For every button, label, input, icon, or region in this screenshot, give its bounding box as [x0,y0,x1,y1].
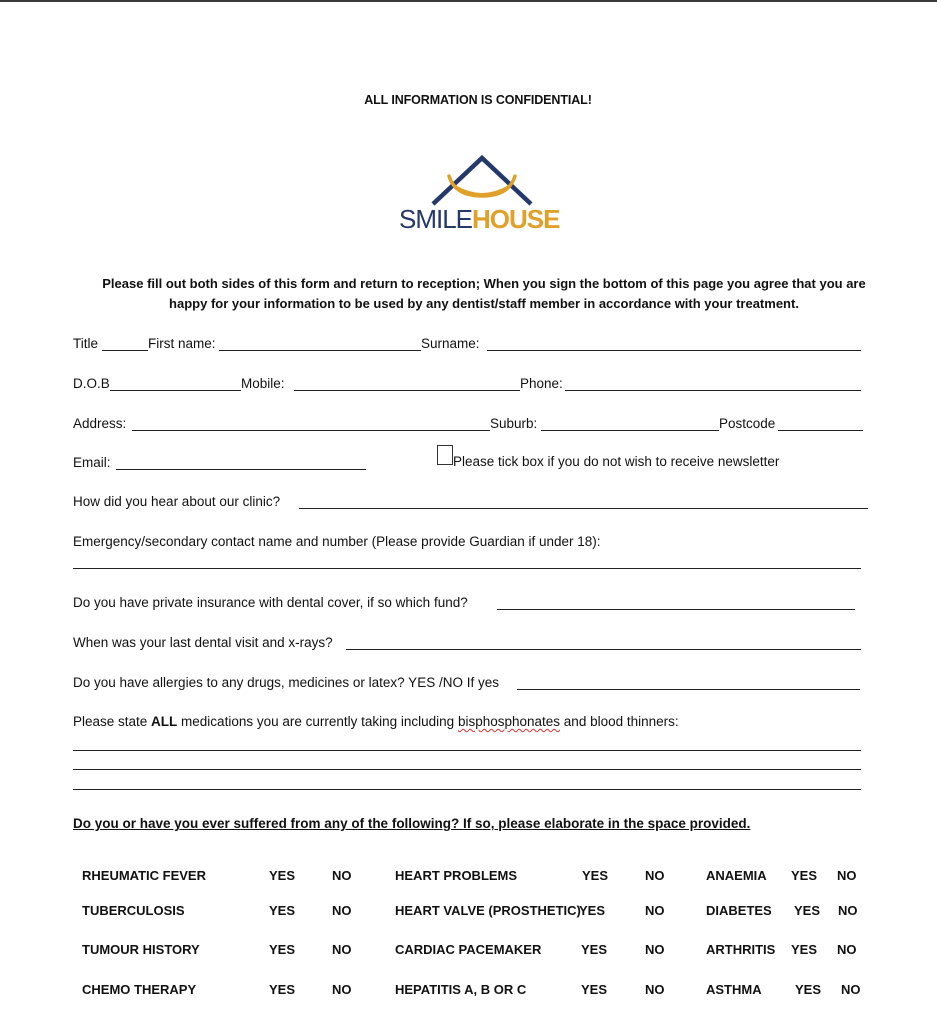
surname-field[interactable] [487,350,861,351]
phone-field[interactable] [565,390,861,391]
newsletter-optout-label: Please tick box if you do not wish to receive newsletter [453,454,780,469]
address-field[interactable] [132,430,490,431]
conditions-heading: Do you or have you ever suffered from any of the following? If so, please elaborate in the space provided. [73,816,751,831]
condition-yes-option[interactable]: YES [795,982,822,997]
condition-no-option[interactable]: NO [645,982,665,997]
title-field[interactable] [102,350,148,351]
condition-yes-option[interactable]: YES [581,982,608,997]
condition-yes-option[interactable]: YES [269,903,296,918]
condition-name: CHEMO THERAPY [82,982,197,997]
condition-name: HEPATITIS A, B OR C [395,982,527,997]
condition-name: TUMOUR HISTORY [82,942,200,957]
address-label: Address: [73,416,127,431]
condition-yes-option[interactable]: YES [791,868,818,883]
condition-no-option[interactable]: NO [645,903,665,918]
mobile-field[interactable] [294,390,520,391]
condition-no-option[interactable]: NO [332,903,352,918]
suburb-field[interactable] [541,430,719,431]
condition-name: HEART VALVE (PROSTHETIC) [395,903,581,918]
phone-label: Phone: [520,376,563,391]
last-visit-field[interactable] [346,649,861,650]
condition-name: CARDIAC PACEMAKER [395,942,542,957]
condition-yes-option[interactable]: YES [581,942,608,957]
logo-word-smile: SMILE [399,204,473,234]
emergency-contact-field[interactable] [73,568,861,569]
condition-name: RHEUMATIC FEVER [82,868,206,883]
allergies-field[interactable] [517,689,860,690]
mobile-label: Mobile: [241,376,285,391]
first-name-field[interactable] [219,350,421,351]
medications-field-line-1[interactable] [73,750,861,751]
condition-yes-option[interactable]: YES [794,903,821,918]
confidential-notice: ALL INFORMATION IS CONFIDENTIAL! [364,93,592,107]
intro-line-2: happy for your information to be used by any dentist/staff member in accordance with your treatment. [169,296,799,311]
email-field[interactable] [116,469,366,470]
title-label: Title [73,336,99,351]
insurance-label: Do you have private insurance with dental cover, if so which fund? [73,595,468,610]
condition-name: ARTHRITIS [706,942,776,957]
condition-no-option[interactable]: NO [332,982,352,997]
referral-label: How did you hear about our clinic? [73,494,281,509]
condition-yes-option[interactable]: YES [582,868,609,883]
condition-no-option[interactable]: NO [837,868,857,883]
condition-yes-option[interactable]: YES [269,868,296,883]
newsletter-optout-checkbox[interactable] [437,445,453,465]
condition-name: DIABETES [706,903,772,918]
insurance-field[interactable] [497,609,855,610]
suburb-label: Suburb: [490,416,538,431]
medications-label-pre: Please state [73,714,152,729]
condition-yes-option[interactable]: YES [579,903,606,918]
condition-yes-option[interactable]: YES [269,982,296,997]
medications-label-mid: medications you are currently taking including [177,714,458,729]
emergency-contact-label: Emergency/secondary contact name and number (Please provide Guardian if under 18): [73,534,601,549]
condition-no-option[interactable]: NO [838,903,858,918]
last-visit-label: When was your last dental visit and x-rays? [73,635,333,650]
logo-wordmark [399,204,560,235]
condition-name: ANAEMIA [706,868,767,883]
intro-line-1: Please fill out both sides of this form and return to reception; When you sign the bottom of this page you agree that you are [102,276,866,291]
postcode-field[interactable] [778,430,863,431]
medications-label-spellcheck-word: bisphosphonates [457,714,561,729]
condition-no-option[interactable]: NO [645,942,665,957]
medications-field-line-2[interactable] [73,769,861,770]
window-top-border [0,0,937,2]
medications-label-post: and blood thinners: [560,714,679,729]
condition-no-option[interactable]: NO [332,868,352,883]
condition-no-option[interactable]: NO [837,942,857,957]
condition-name: HEART PROBLEMS [395,868,518,883]
postcode-label: Postcode [719,416,776,431]
logo-word-house: HOUSE [472,204,560,234]
condition-no-option[interactable]: NO [332,942,352,957]
medications-label-all: ALL [151,714,178,729]
condition-yes-option[interactable]: YES [791,942,818,957]
condition-no-option[interactable]: NO [841,982,861,997]
smile-house-logo [395,152,575,237]
condition-name: TUBERCULOSIS [82,903,185,918]
condition-name: ASTHMA [706,982,762,997]
medications-field-line-3[interactable] [73,789,861,790]
referral-field[interactable] [299,508,868,509]
email-label: Email: [73,455,111,470]
condition-no-option[interactable]: NO [645,868,665,883]
intro-text [40,274,928,314]
surname-label: Surname: [421,336,480,351]
dob-field[interactable] [110,390,241,391]
first-name-label: First name: [148,336,216,351]
dob-label: D.O.B [73,376,110,391]
condition-yes-option[interactable]: YES [269,942,296,957]
allergies-label: Do you have allergies to any drugs, medicines or latex? YES /NO If yes [73,675,499,690]
medications-label [73,714,679,729]
